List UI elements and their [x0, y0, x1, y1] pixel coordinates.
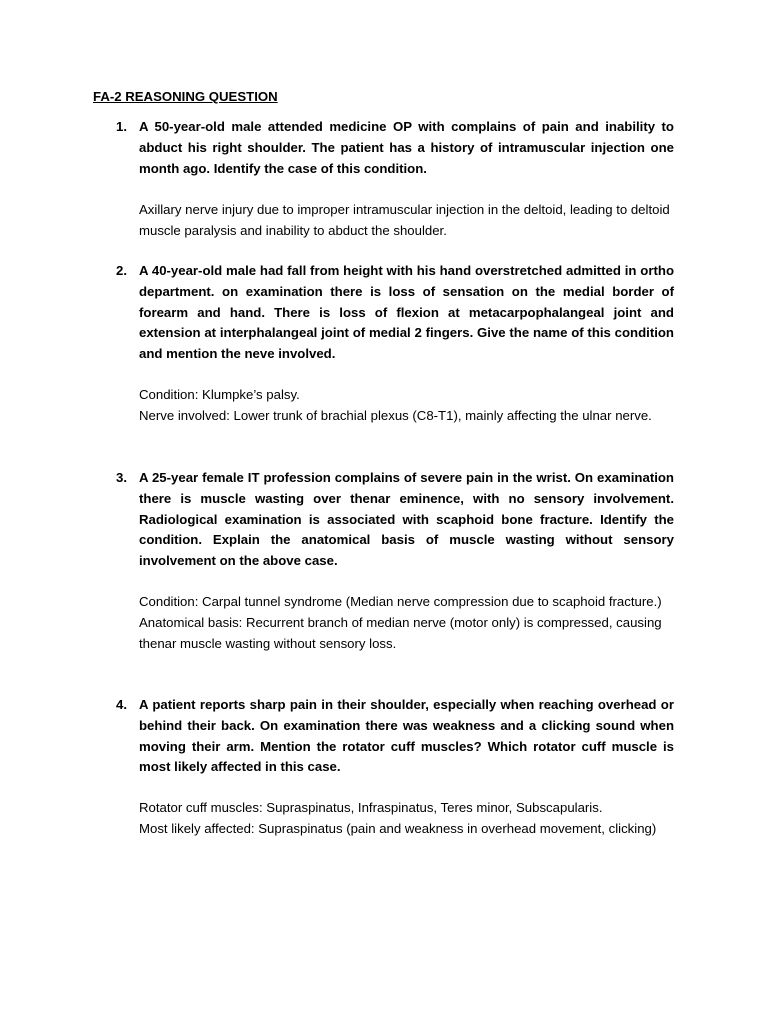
question-text: A 40-year-old male had fall from height with his hand overstretched admitted in ortho department. on examination there is loss of sensation on the medial border of forearm and hand. There is loss of flexion at metacarpophalangeal joint and extension at interphalangeal joint of medial 2 fingers. Give the name of this condition and mention the neve involved. — [139, 263, 674, 362]
answer-block — [139, 592, 674, 654]
question-number: 3. — [116, 470, 127, 485]
answer-line: Condition: Carpal tunnel syndrome (Median nerve compression due to scaphoid fracture.) — [139, 594, 662, 609]
question-text: A 50-year-old male attended medicine OP with complains of pain and inability to abduct his right shoulder. The patient has a history of intramuscular injection one month ago. Identify the case of this condition. — [139, 119, 674, 176]
question-number: 2. — [116, 263, 127, 278]
document-title: FA-2 REASONING QUESTION — [93, 89, 278, 104]
question-number: 4. — [116, 697, 127, 712]
answer-line: Nerve involved: Lower trunk of brachial plexus (C8-T1), mainly affecting the ulnar nerve. — [139, 407, 652, 423]
question-text: A 25-year female IT profession complains of severe pain in the wrist. On examination there is muscle wasting over thenar eminence, with no sensory involvement. Radiological examination is associated with scaphoid bone fracture. Identify the condition. Explain the anatomical basis of muscle wasting without sensory involvement on the above case. — [139, 470, 674, 569]
question-number: 1. — [116, 119, 127, 134]
answer-line: Rotator cuff muscles: Supraspinatus, Infraspinatus, Teres minor, Subscapularis. — [139, 800, 603, 815]
answer-block — [139, 385, 674, 427]
answer-line: Axillary nerve injury due to improper intramuscular injection in the deltoid, leading to deltoid muscle paralysis and inability to abduct the shoulder. — [139, 202, 670, 238]
question-text: A patient reports sharp pain in their shoulder, especially when reaching overhead or behind their back. On examination there was weakness and a clicking sound when moving their arm. Mention the rotator cuff muscles? Which rotator cuff muscle is most likely affected in this case. — [139, 697, 674, 775]
answer-block — [139, 200, 674, 242]
answer-block — [139, 798, 674, 840]
answer-line: Most likely affected: Supraspinatus (pain and weakness in overhead movement, clicking) — [139, 820, 657, 836]
answer-line: Condition: Klumpke’s palsy. — [139, 387, 300, 402]
answer-line: Anatomical basis: Recurrent branch of median nerve (motor only) is compressed, causing thenar muscle wasting without sensory loss. — [139, 614, 662, 651]
